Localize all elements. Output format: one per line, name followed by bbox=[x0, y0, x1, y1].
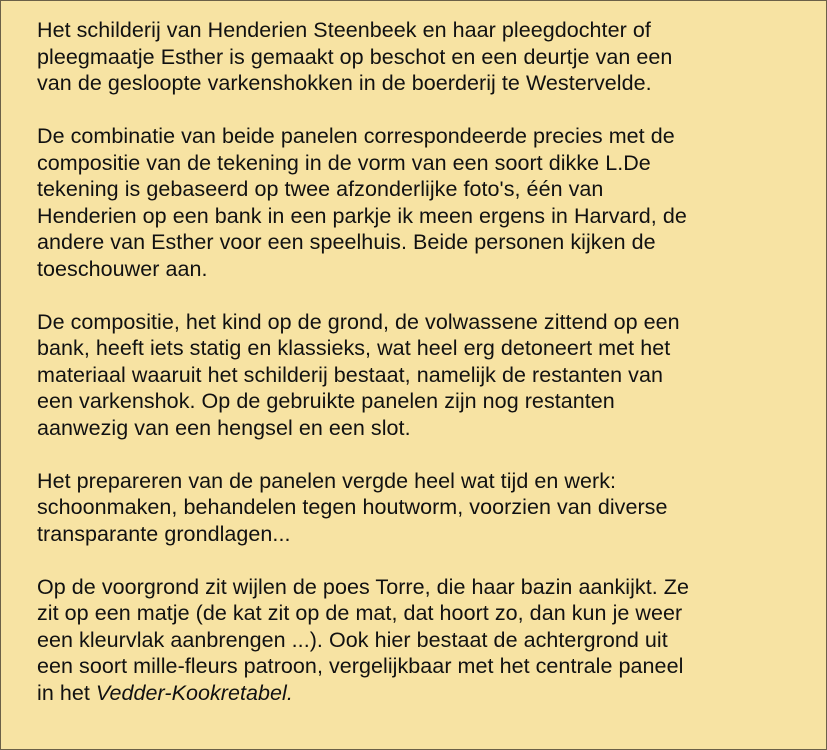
artwork-title: Vedder-Kookretabel. bbox=[95, 680, 293, 705]
paragraph-5 bbox=[37, 574, 817, 707]
paragraph-1: Het schilderij van Henderien Steenbeek en haar pleegdochter of pleegmaatje Esther is gemaakt op beschot en een deurtje van een van de gesloopte varkenshokken in de boerderij te Westervelde. bbox=[37, 18, 673, 95]
paragraph-4: Het prepareren van de panelen vergde heel wat tijd en werk: schoonmaken, behandelen tegen houtworm, voorzien van diverse transparante grondlagen... bbox=[37, 468, 668, 546]
paragraph-3: De compositie, het kind op de grond, de volwassene zittend op een bank, heeft iets statig en klassieks, wat heel erg detoneert met het materiaal waaruit het schilderij bestaat, namelijk de restanten van een varkenshok. Op de gebruikte panelen zijn nog restanten aanwezig van een hengsel en een slot. bbox=[37, 309, 680, 440]
paragraph-5-text: Op de voorgrond zit wijlen de poes Torre, die haar bazin aankijkt. Ze zit op een matje (de kat zit op de mat, dat hoort zo, dan kun je weer een kleurvlak aanbrengen ...). Ook hier bestaat de achtergrond uit een soort mille-fleurs patroon, vergelijkbaar met het centrale paneel in het bbox=[37, 574, 689, 705]
document-body bbox=[37, 17, 817, 706]
paragraph-2: De combinatie van beide panelen correspondeerde precies met de compositie van de tekening in de vorm van een soort dikke L.De tekening is gebaseerd op twee afzonderlijke foto's, één van Henderien op een bank in een parkje ik meen ergens in Harvard, de andere van Esther voor een speelhuis. Beide personen kijken de toeschouwer aan. bbox=[37, 124, 687, 281]
